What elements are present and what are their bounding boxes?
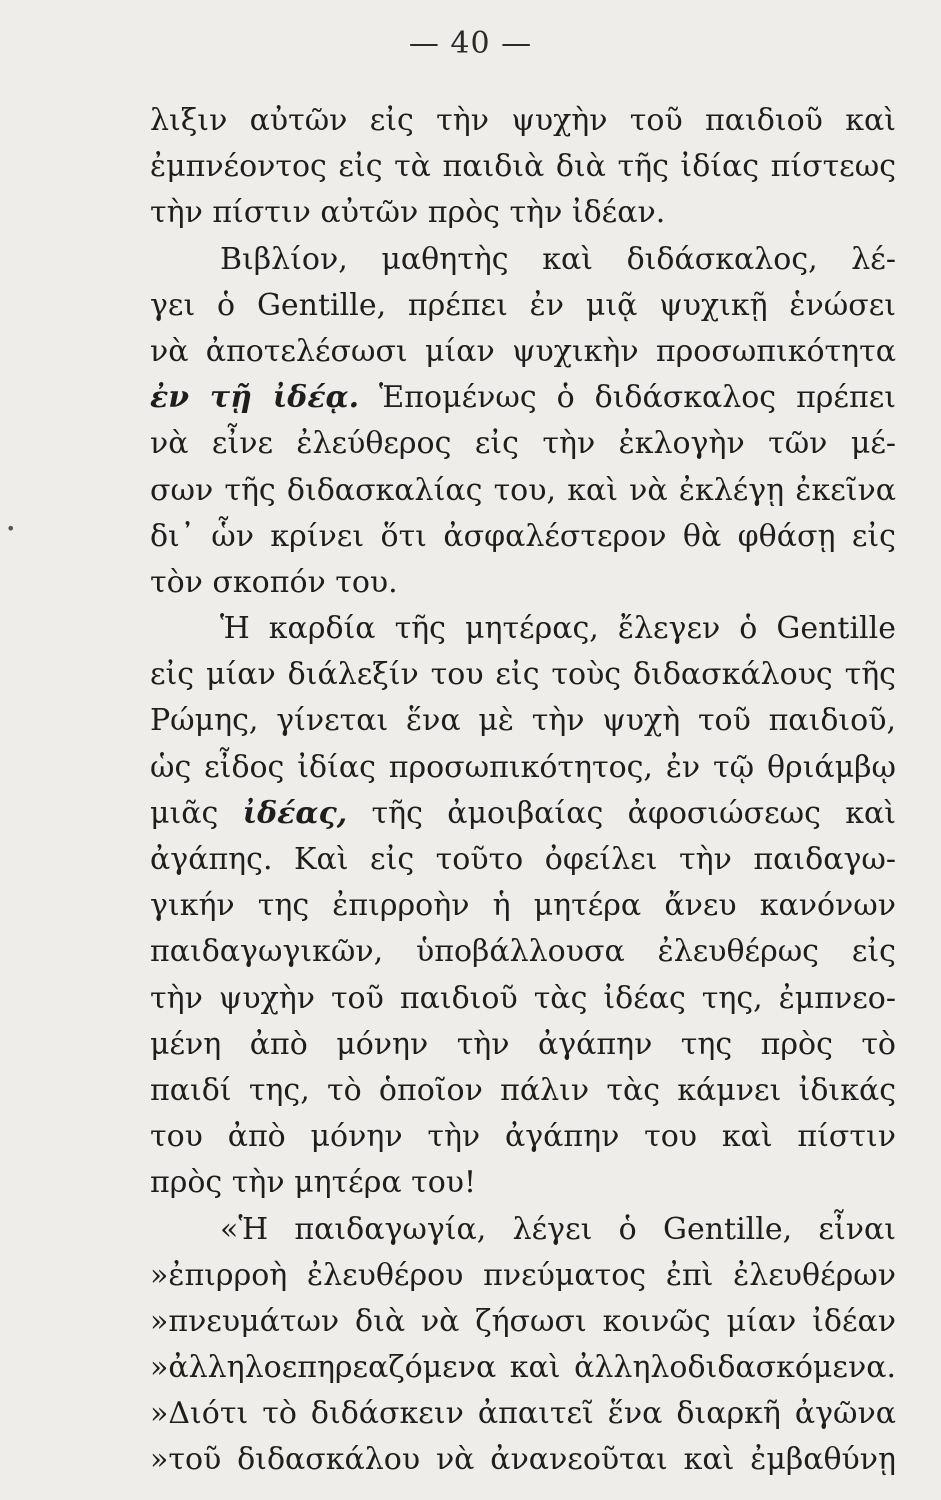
text-line: γει ὁ Gentille, πρέπει ἐν μιᾷ ψυχικῇ ἑνώσει bbox=[150, 287, 896, 323]
text-line: εἰς μίαν διάλεξίν του εἰς τοὺς διδασκάλους τῆς bbox=[150, 657, 896, 693]
text-line: νὰ ἀποτελέσωσι μίαν ψυχικὴν προσωπικότητα bbox=[150, 333, 896, 369]
text-segment: μιᾶς bbox=[150, 795, 243, 831]
text-line: »Διότι τὸ διδάσκειν ἀπαιτεῖ ἕνα διαρκῆ ἀγῶνα bbox=[150, 1396, 896, 1432]
text-line: μένη ἀπὸ μόνην τὴν ἀγάπην της πρὸς τὸ bbox=[150, 1026, 896, 1062]
text-line: »τοῦ διδασκάλου νὰ ἀνανεοῦται καὶ ἐμβαθύνῃ bbox=[150, 1442, 896, 1478]
emphasized-text: ἐν τῇ ἰδέᾳ. bbox=[150, 380, 360, 416]
text-line: »ἀλληλοεπηρεαζόμενα καὶ ἀλληλοδιδασκόμενα. bbox=[150, 1350, 896, 1386]
text-line: λιξιν αὐτῶν εἰς τὴν ψυχὴν τοῦ παιδιοῦ καὶ bbox=[150, 103, 896, 138]
text-line: τὸν σκοπόν του. bbox=[150, 564, 398, 600]
margin-mark: • bbox=[6, 519, 16, 538]
text-line: δι᾽ ὧν κρίνει ὅτι ἀσφαλέστερον θὰ φθάσῃ εἰς bbox=[150, 518, 896, 554]
text-line: τὴν ψυχὴν τοῦ παιδιοῦ τὰς ἰδέας της, ἐμπνεο- bbox=[150, 980, 896, 1016]
text-line: γικήν της ἐπιρροὴν ἡ μητέρα ἄνευ κανόνων bbox=[150, 888, 896, 924]
text-line: Ἡ καρδία τῆς μητέρας, ἔλεγεν ὁ Gentille bbox=[220, 611, 896, 647]
text-line bbox=[150, 375, 896, 421]
text-line: Ρώμης, γίνεται ἕνα μὲ τὴν ψυχὴ τοῦ παιδιοῦ, bbox=[150, 703, 896, 739]
text-line: παιδαγωγικῶν, ὑποβάλλουσα ἐλευθέρως εἰς bbox=[150, 934, 896, 970]
text-line: τὴν πίστιν αὐτῶν πρὸς τὴν ἰδέαν. bbox=[150, 195, 666, 231]
text-line: ἀγάπης. Καὶ εἰς τοῦτο ὀφείλει τὴν παιδαγω- bbox=[150, 842, 896, 877]
text-segment: τῆς ἀμοιβαίας ἀφοσιώσεως καὶ bbox=[347, 795, 896, 831]
text-segment: Ἑπομένως ὁ διδάσκαλος πρέπει bbox=[359, 380, 896, 416]
page-number: — 40 — bbox=[408, 26, 533, 61]
text-line: »πνευμάτων διὰ νὰ ζήσωσι κοινῶς μίαν ἰδέαν bbox=[150, 1303, 896, 1339]
text-line: του ἀπὸ μόνην τὴν ἀγάπην του καὶ πίστιν bbox=[150, 1119, 896, 1155]
text-line: ἐμπνέοντος εἰς τὰ παιδιὰ διὰ τῆς ἰδίας πίστεως bbox=[150, 149, 896, 185]
text-line: »ἐπιρροὴ ἐλευθέρου πνεύματος ἐπὶ ἐλευθέρων bbox=[150, 1257, 896, 1293]
emphasized-text: ἰδέας, bbox=[242, 795, 348, 831]
text-line: «Ἡ παιδαγωγία, λέγει ὁ Gentille, εἶναι bbox=[220, 1211, 896, 1247]
text-line: πρὸς τὴν μητέρα του! bbox=[150, 1165, 477, 1201]
text-line: παιδί της, τὸ ὁποῖον πάλιν τὰς κάμνει ἰδικάς bbox=[150, 1072, 896, 1108]
text-line: σων τῆς διδασκαλίας του, καὶ νὰ ἐκλέγῃ ἐκεῖνα bbox=[150, 472, 896, 508]
text-line bbox=[150, 791, 896, 837]
text-line: ὡς εἶδος ἰδίας προσωπικότητος, ἐν τῷ θριάμβῳ bbox=[150, 749, 896, 785]
text-line: Βιβλίον, μαθητὴς καὶ διδάσκαλος, λέ- bbox=[220, 241, 896, 277]
body-text bbox=[150, 98, 896, 1484]
text-line: νὰ εἶνε ἐλεύθερος εἰς τὴν ἐκλογὴν τῶν μέ- bbox=[150, 426, 896, 462]
